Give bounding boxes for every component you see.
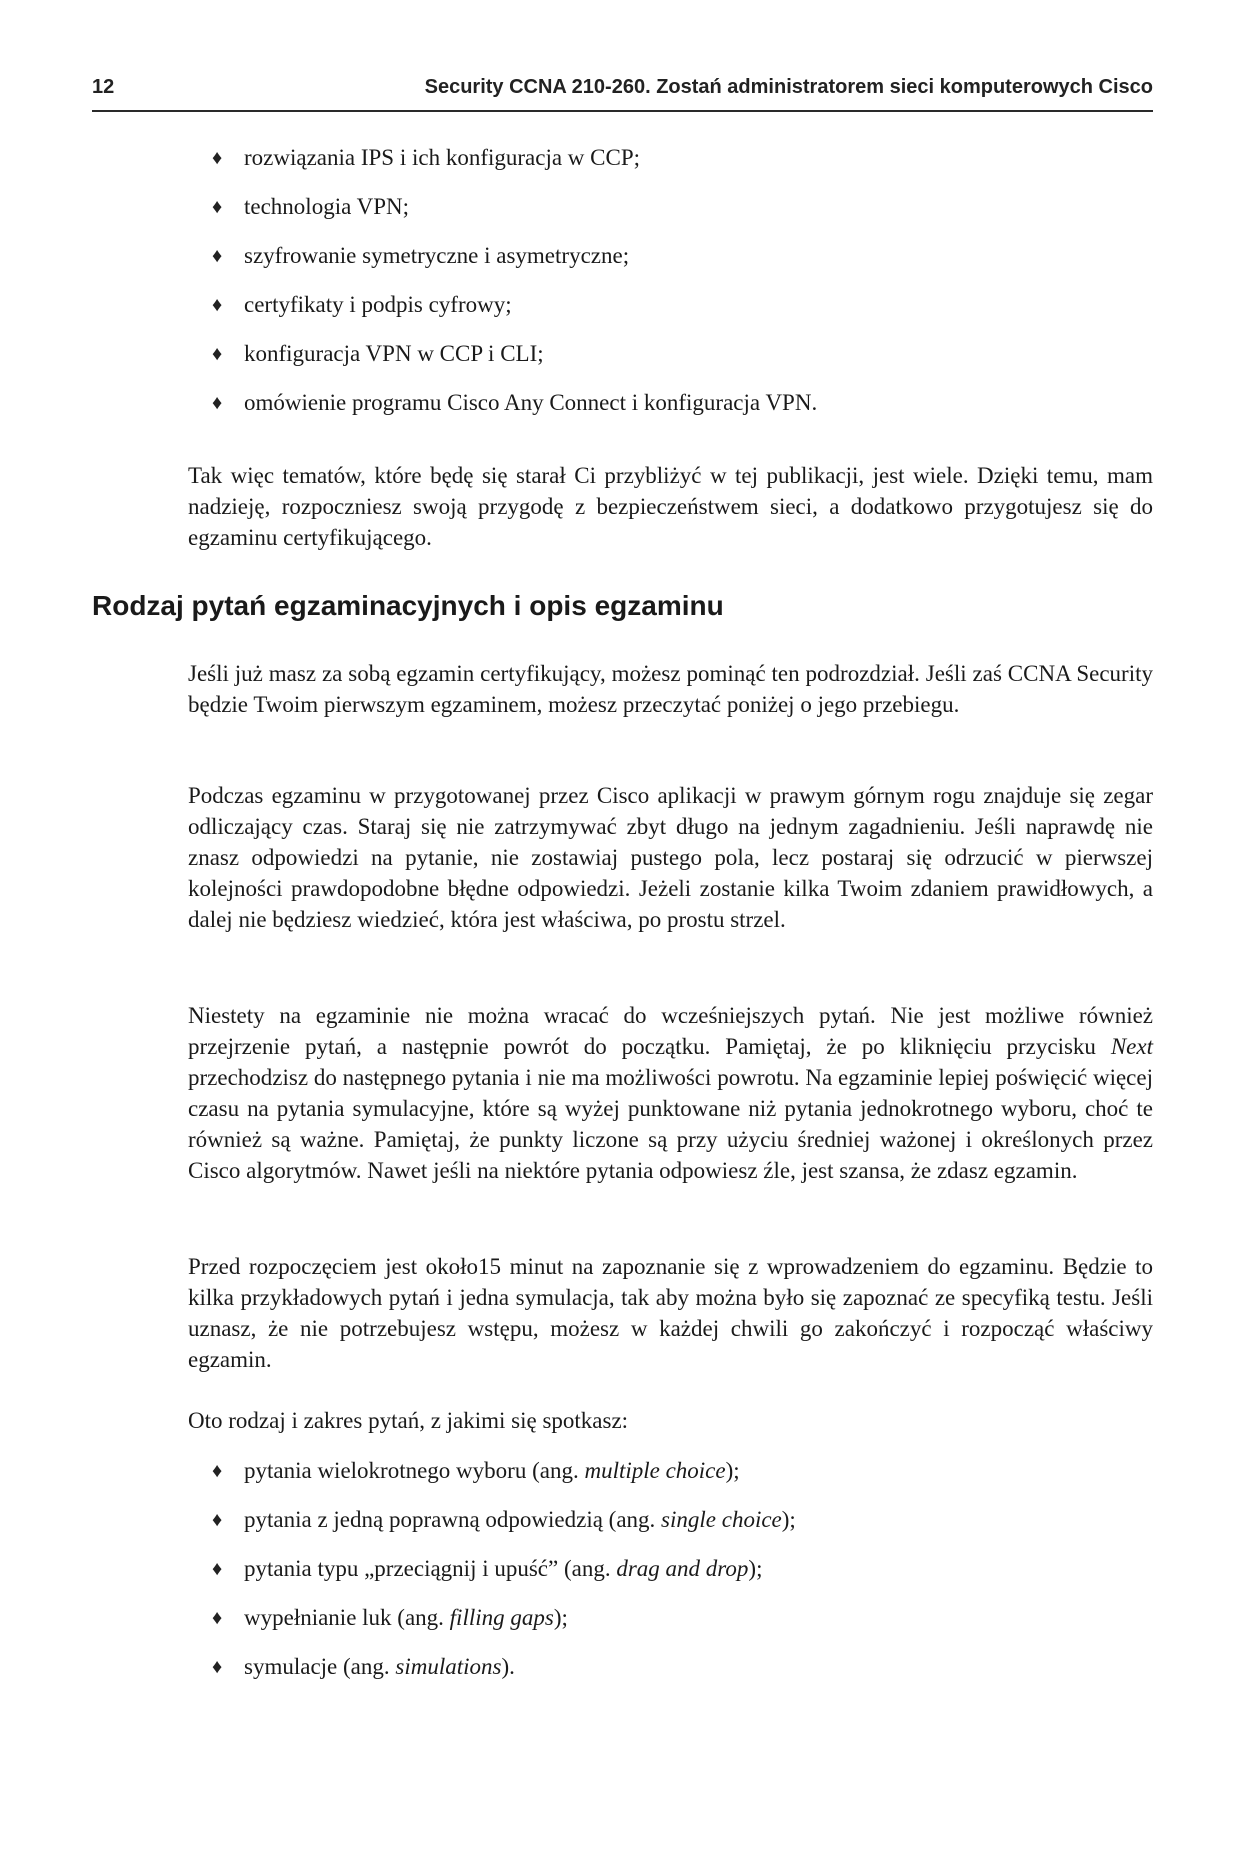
list-item-text: certyfikaty i podpis cyfrowy;: [244, 292, 512, 317]
list-item: [188, 142, 1153, 174]
section-paragraph-3-block: [188, 1000, 1153, 1186]
question-types-list: [188, 1455, 1153, 1683]
diamond-bullet-icon: ♦: [212, 1607, 223, 1629]
section-paragraph-2-block: [188, 780, 1153, 935]
diamond-bullet-icon: ♦: [212, 1558, 223, 1580]
next-button-term: Next: [1110, 1034, 1153, 1059]
list-item-text: symulacje (ang.: [244, 1654, 396, 1679]
english-term: single choice: [661, 1507, 782, 1532]
paragraph-text: Niestety na egzaminie nie można wracać do wcześniejszych pytań. Nie jest możliwe również przejrzenie pytań, a następnie powrót do początku. Pamiętaj, że po kliknięciu przycisku: [188, 1003, 1153, 1059]
list-item-text: ).: [501, 1654, 515, 1679]
intro-paragraph-block: [188, 460, 1153, 553]
list-item: [188, 240, 1153, 272]
intro-section: [188, 142, 1153, 436]
diamond-bullet-icon: ♦: [212, 147, 223, 169]
list-item-text: );: [781, 1507, 796, 1532]
list-item-text: pytania wielokrotnego wyboru (ang.: [244, 1458, 585, 1483]
list-item-text: omówienie programu Cisco Any Connect i konfiguracja VPN.: [244, 390, 818, 415]
list-item-text: rozwiązania IPS i ich konfiguracja w CCP;: [244, 145, 641, 170]
list-item: [188, 1553, 1153, 1585]
diamond-bullet-icon: ♦: [212, 343, 223, 365]
page-header: [92, 74, 1153, 112]
diamond-bullet-icon: ♦: [212, 196, 223, 218]
list-item-text: pytania typu „przeciągnij i upuść” (ang.: [244, 1556, 617, 1581]
section-paragraph-1-block: [188, 658, 1153, 720]
diamond-bullet-icon: ♦: [212, 294, 223, 316]
diamond-bullet-icon: ♦: [212, 245, 223, 267]
section-paragraph-4-block: [188, 1251, 1153, 1375]
list-item-text: );: [553, 1605, 568, 1630]
section-paragraph-3: [188, 1000, 1153, 1186]
list-item-text: );: [748, 1556, 763, 1581]
list-item: [188, 1504, 1153, 1536]
section-paragraph-4: Przed rozpoczęciem jest około15 minut na zapoznanie się z wprowadzeniem do egzaminu. Będzie to kilka przykładowych pytań i jedna symulacja, tak aby można było się zapoznać ze specyfiką testu. Jeśli uznasz, że nie potrzebujesz wstępu, możesz w każdej chwili go zakończyć i rozpocząć właściwy egzamin.: [188, 1254, 1153, 1372]
diamond-bullet-icon: ♦: [212, 1656, 223, 1678]
list-item-text: );: [725, 1458, 740, 1483]
section-paragraph-2: Podczas egzaminu w przygotowanej przez Cisco aplikacji w prawym górnym rogu znajduje się zegar odliczający czas. Staraj się nie zatrzymywać zbyt długo na jednym zagadnieniu. Jeśli naprawdę nie znasz odpowiedzi na pytanie, nie zostawiaj pustego pola, lecz postaraj się odrzucić w pierwszej kolejności prawdopodobne błędne odpowiedzi. Jeżeli zostanie kilka Twoim zdaniem prawidłowych, a dalej nie będziesz wiedzieć, która jest właściwa, po prostu strzel.: [188, 783, 1153, 932]
question-types-section: [188, 1455, 1153, 1700]
diamond-bullet-icon: ♦: [212, 1509, 223, 1531]
list-item: [188, 289, 1153, 321]
paragraph-text: przechodzisz do następnego pytania i nie ma możliwości powrotu. Na egzaminie lepiej poświęcić więcej czasu na pytania symulacyjne, które są wyżej punktowane niż pytania jednokrotnego wyboru, choć te również są ważne. Pamiętaj, że punkty liczone są przy użyciu średniej ważonej i określonych przez Cisco algorytmów. Nawet jeśli na niektóre pytania odpowiesz źle, jest szansa, że zdasz egzamin.: [188, 1065, 1153, 1183]
english-term: multiple choice: [584, 1458, 726, 1483]
section-paragraph-5: Oto rodzaj i zakres pytań, z jakimi się spotkasz:: [188, 1408, 629, 1433]
section-paragraph-5-block: [188, 1405, 1153, 1436]
intro-topic-list: [188, 142, 1153, 419]
intro-paragraph: Tak więc tematów, które będę się starał Ci przybliżyć w tej publikacji, jest wiele. Dzięki temu, mam nadzieję, rozpoczniesz swoją przygodę z bezpieczeństwem sieci, a dodatkowo przygotujesz się do egzaminu certyfikującego.: [188, 463, 1153, 550]
list-item-text: szyfrowanie symetryczne i asymetryczne;: [244, 243, 630, 268]
list-item: [188, 1651, 1153, 1683]
list-item: [188, 191, 1153, 223]
list-item-text: wypełnianie luk (ang.: [244, 1605, 450, 1630]
list-item: [188, 387, 1153, 419]
list-item: [188, 1602, 1153, 1634]
page-number: 12: [92, 76, 115, 98]
section-paragraph-1: Jeśli już masz za sobą egzamin certyfikujący, możesz pominąć ten podrozdział. Jeśli zaś CCNA Security będzie Twoim pierwszym egzaminem, możesz przeczytać poniżej o jego przebiegu.: [188, 661, 1153, 717]
list-item-text: technologia VPN;: [244, 194, 410, 219]
diamond-bullet-icon: ♦: [212, 1460, 223, 1482]
english-term: simulations: [395, 1654, 502, 1679]
list-item: [188, 1455, 1153, 1487]
english-term: filling gaps: [449, 1605, 554, 1630]
english-term: drag and drop: [616, 1556, 749, 1581]
list-item-text: konfiguracja VPN w CCP i CLI;: [244, 341, 544, 366]
list-item-text: pytania z jedną poprawną odpowiedzią (ang.: [244, 1507, 662, 1532]
list-item: [188, 338, 1153, 370]
running-title: Security CCNA 210-260. Zostań administratorem sieci komputerowych Cisco: [424, 76, 1153, 98]
section-heading: Rodzaj pytań egzaminacyjnych i opis egzaminu: [92, 590, 724, 621]
diamond-bullet-icon: ♦: [212, 392, 223, 414]
